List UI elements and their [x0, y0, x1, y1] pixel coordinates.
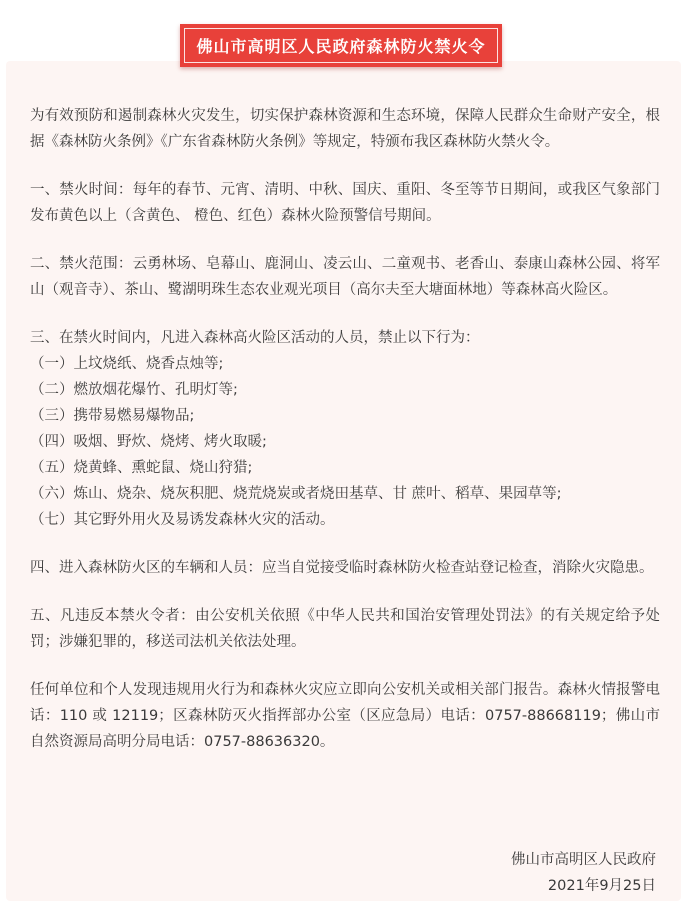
section-vehicles: 四、进入森林防火区的车辆和人员：应当自觉接受临时森林防火检查站登记检查，消除火灾隐患。: [30, 560, 654, 576]
list-item: （六）炼山、烧杂、烧灰积肥、烧荒烧炭或者烧田基草、甘 蔗叶、稻草、果园草等;: [30, 486, 562, 502]
intro-paragraph: 为有效预防和遏制森林火灾发生，切实保护森林资源和生态环境，保障人民群众生命财产安全，根据《森林防火条例》《广东省森林防火条例》等规定，特颁布我区森林防火禁火令。: [30, 108, 660, 150]
notice-body: [30, 103, 660, 777]
section-prohibited-acts: [30, 325, 660, 533]
signature-date: 2021年9月25日: [547, 878, 656, 894]
title-banner: [180, 24, 502, 67]
list-item: （四）吸烟、野炊、烧烤、烤火取暖;: [30, 434, 267, 450]
list-item: （五）烧黄蜂、熏蛇鼠、烧山狩猎;: [30, 460, 253, 476]
section-fire-ban-area: 二、禁火范围：云勇林场、皂幕山、鹿洞山、凌云山、二童观书、老香山、泰康山森林公园、将军山（观音寺）、茶山、鹭湖明珠生态农业观光项目（高尔夫至大塘面林地）等森林高火险区。: [30, 256, 660, 298]
signature-block: [511, 847, 656, 899]
page-title: 佛山市高明区人民政府森林防火禁火令: [184, 28, 498, 63]
section-prohibited-heading: 三、在禁火时间内，凡进入森林高火险区活动的人员，禁止以下行为：: [30, 330, 480, 346]
signature-org: 佛山市高明区人民政府: [511, 852, 656, 868]
list-item: （七）其它野外用火及易诱发森林火灾的活动。: [30, 512, 335, 528]
list-item: （三）携带易燃易爆物品;: [30, 408, 195, 424]
report-paragraph: 任何单位和个人发现违规用火行为和森林火灾应立即向公安机关或相关部门报告。森林火情报警电话：110 或 12119；区森林防灭火指挥部办公室（区应急局）电话：0757-88668119；佛山市自然资源局高明分局电话：0757-88636320。: [30, 682, 660, 750]
list-item: （二）燃放烟花爆竹、孔明灯等;: [30, 382, 238, 398]
list-item: （一）上坟烧纸、烧香点烛等;: [30, 356, 224, 372]
section-penalty: 五、凡违反本禁火令者：由公安机关依照《中华人民共和国治安管理处罚法》的有关规定给予处罚；涉嫌犯罪的，移送司法机关依法处理。: [30, 608, 660, 650]
section-fire-ban-time: 一、禁火时间：每年的春节、元宵、清明、中秋、国庆、重阳、冬至等节日期间，或我区气象部门发布黄色以上（含黄色、 橙色、红色）森林火险预警信号期间。: [30, 182, 660, 224]
